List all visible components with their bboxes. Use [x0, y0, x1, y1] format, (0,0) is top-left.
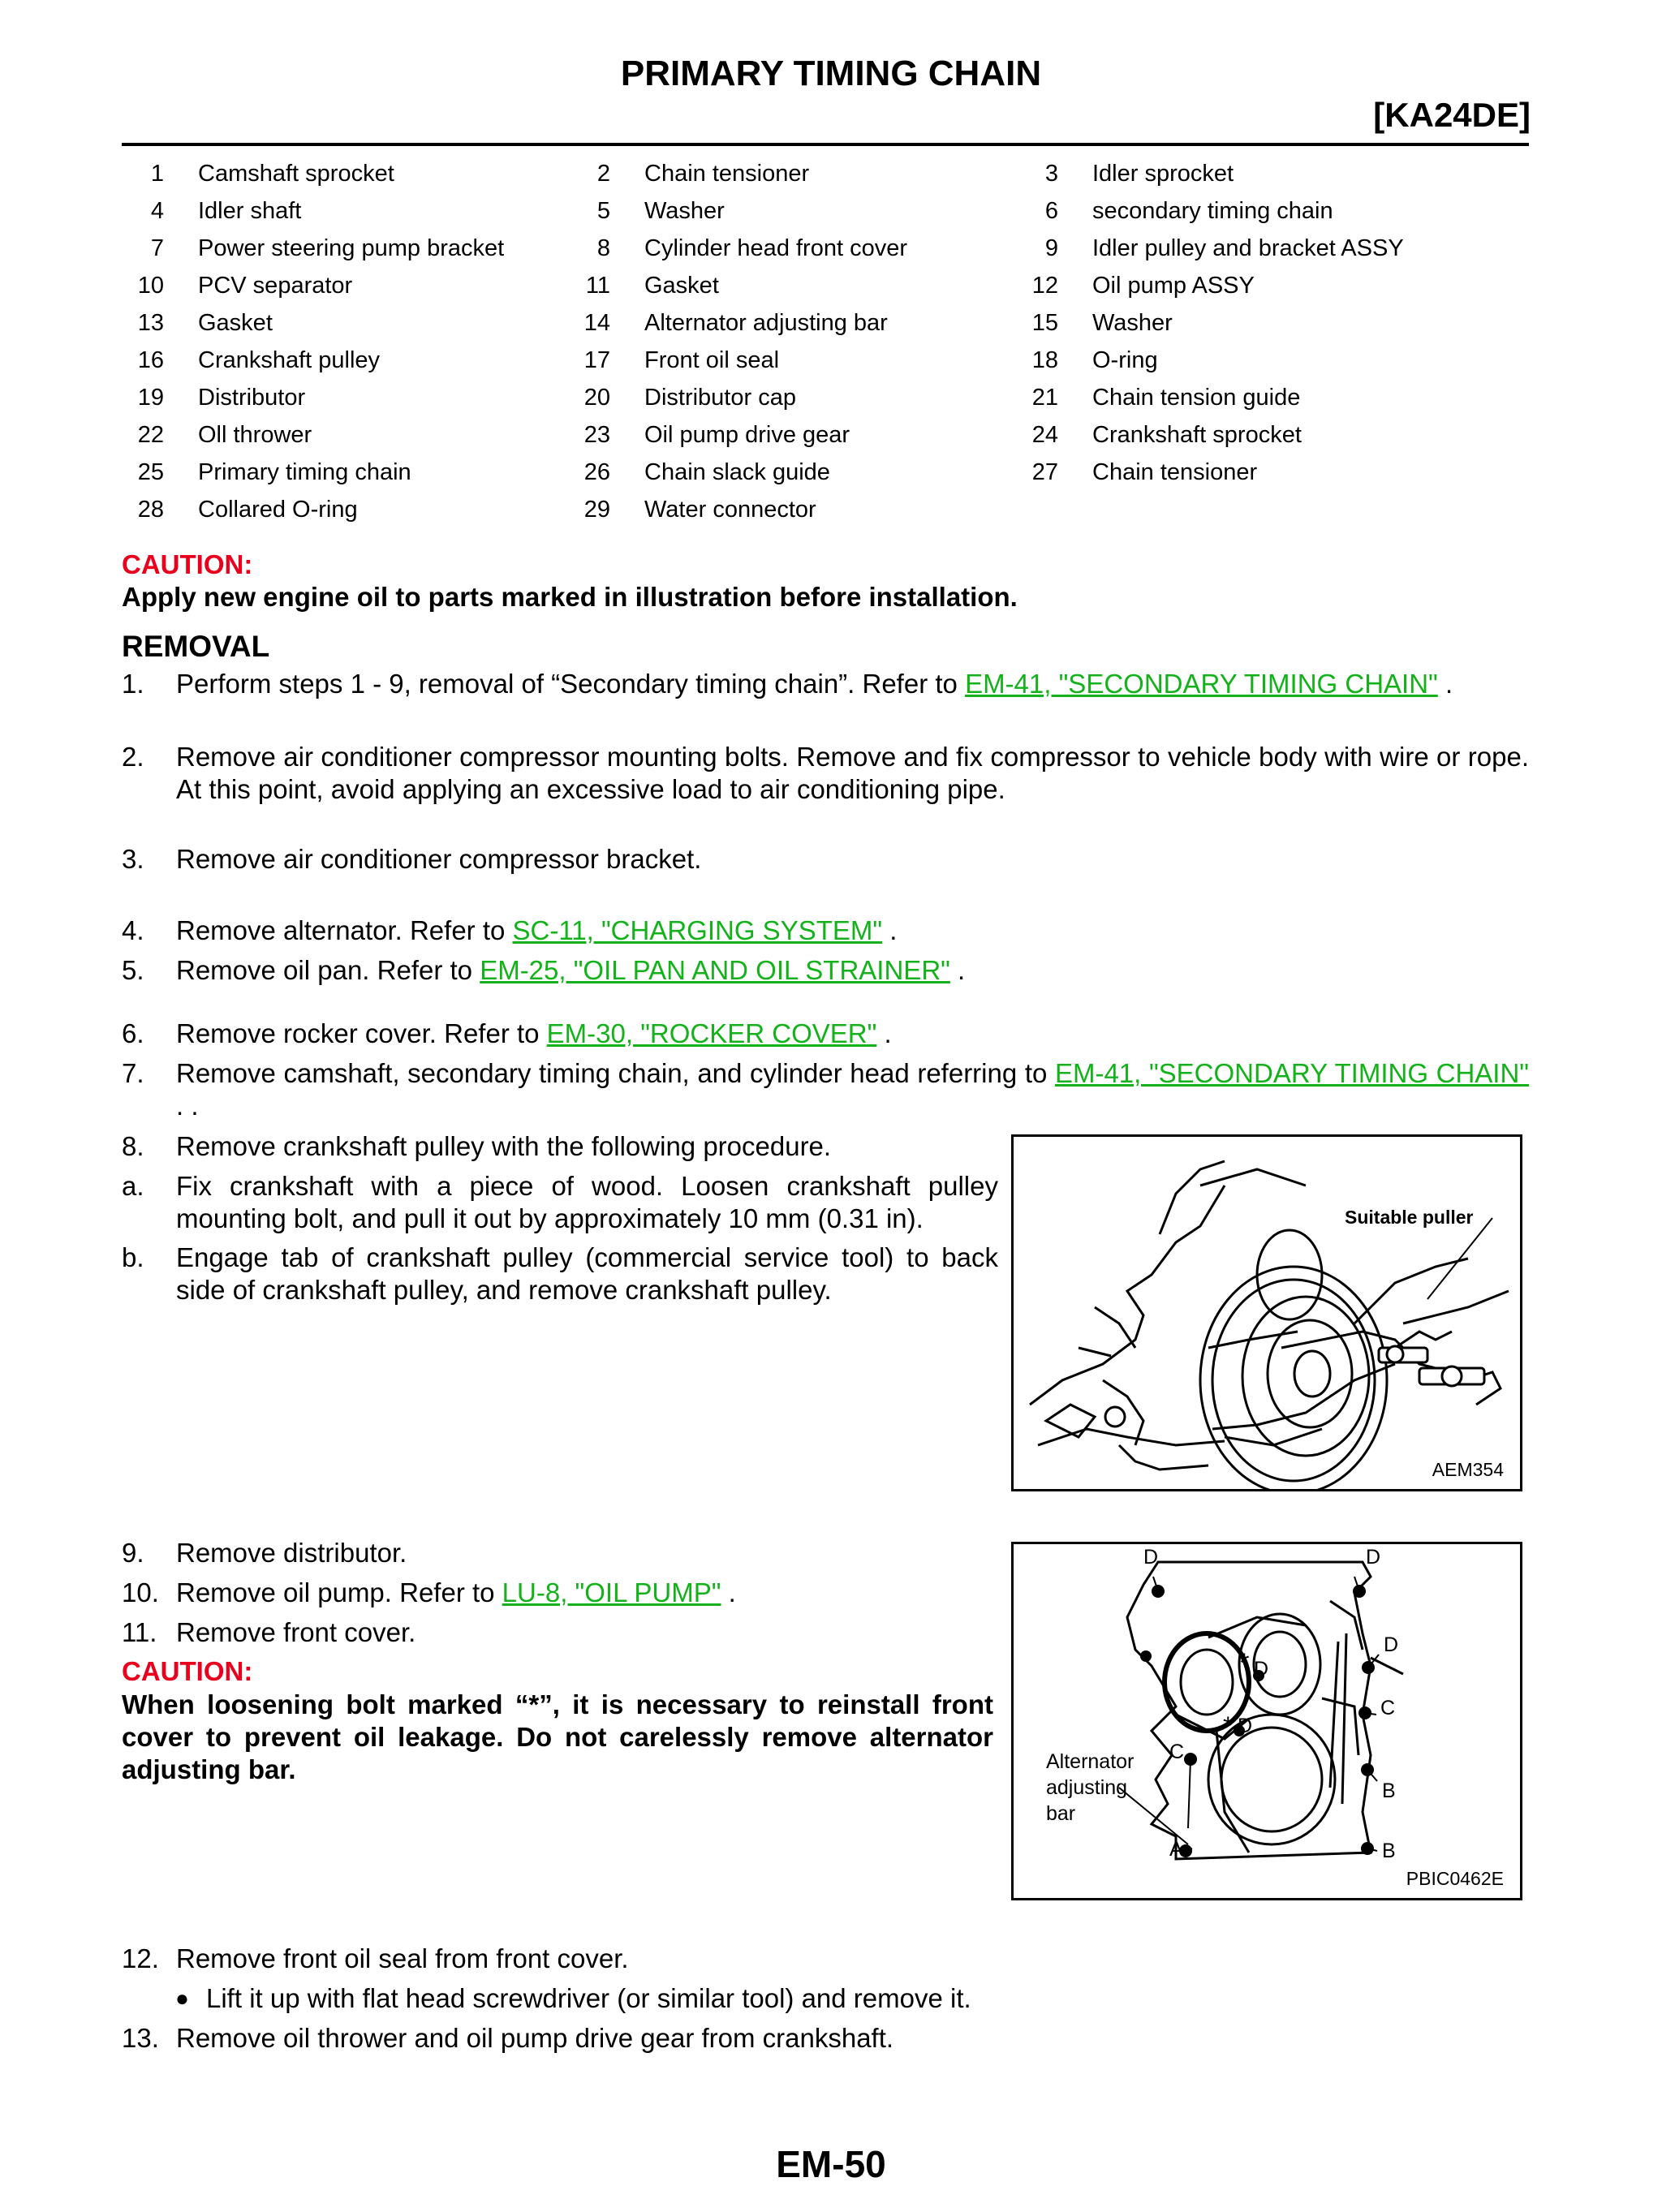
- mark-d: D: [1366, 1546, 1381, 1569]
- part-name: Collared O-ring: [198, 497, 358, 523]
- part-name: Washer: [1092, 310, 1173, 336]
- step-text: Remove alternator. Refer to: [176, 915, 513, 945]
- part-name: Oil pump ASSY: [1092, 273, 1255, 299]
- label-line: bar: [1046, 1802, 1076, 1825]
- step-text-end: .: [949, 955, 966, 985]
- step-number: 5.: [122, 955, 144, 985]
- step-number: 7.: [122, 1058, 144, 1088]
- part-number: 29: [583, 497, 610, 523]
- part-name: Oll thrower: [198, 422, 312, 448]
- part-number: 16: [137, 347, 164, 373]
- part-name: Chain tensioner: [1092, 459, 1258, 485]
- part-number: 7: [150, 235, 164, 261]
- figure-code: PBIC0462E: [1406, 1868, 1504, 1889]
- ref-link-sc11[interactable]: SC-11, "CHARGING SYSTEM": [512, 915, 883, 945]
- part-number: 6: [1044, 198, 1058, 224]
- step-text: Engage tab of crankshaft pulley (commercial service tool) to back side of crankshaft pulley, and remove crankshaft pulley.: [176, 1242, 998, 1305]
- mark-c: C: [1380, 1697, 1396, 1719]
- parts-row: [122, 310, 1529, 347]
- parts-row: [122, 497, 1529, 534]
- mark-d: D: [1384, 1633, 1399, 1656]
- ref-link-lu8[interactable]: LU-8, "OIL PUMP": [502, 1577, 721, 1607]
- step-text-end: .: [721, 1577, 736, 1607]
- caution-label: CAUTION:: [122, 549, 253, 579]
- parts-list: [122, 161, 1529, 534]
- part-number: 18: [1031, 347, 1058, 373]
- part-number: 19: [137, 385, 164, 411]
- part-name: Primary timing chain: [198, 459, 411, 485]
- step-text-end: . .: [176, 1091, 199, 1121]
- figure-crankshaft-puller: [1011, 1134, 1522, 1491]
- step-text: Remove crankshaft pulley with the following procedure.: [176, 1131, 832, 1161]
- parts-row: [122, 459, 1529, 497]
- part-number: 15: [1031, 310, 1058, 336]
- caution-label-2: CAUTION:: [122, 1656, 253, 1686]
- header-rule: [122, 143, 1529, 146]
- caution-text: Apply new engine oil to parts marked in illustration before installation.: [122, 582, 1018, 612]
- part-name: O-ring: [1092, 347, 1158, 373]
- bullet-text: Lift it up with flat head screwdriver (or similar tool) and remove it.: [206, 1983, 971, 2013]
- step-text: Remove front oil seal from front cover.: [176, 1943, 629, 1973]
- mark-d: D: [1238, 1715, 1253, 1737]
- mark-c: C: [1169, 1741, 1185, 1763]
- step-text: Remove air conditioner compressor bracket.: [176, 844, 702, 874]
- page-title: PRIMARY TIMING CHAIN: [620, 54, 1042, 93]
- part-number: 25: [137, 459, 164, 485]
- step-text: Remove rocker cover. Refer to: [176, 1018, 547, 1048]
- step-text-end: .: [876, 1018, 892, 1048]
- alternator-bar-label: [1046, 1749, 1134, 1827]
- part-name: Chain tensioner: [644, 161, 810, 187]
- part-number: 17: [583, 347, 610, 373]
- part-number: 3: [1044, 161, 1058, 187]
- step-text: Remove distributor.: [176, 1538, 407, 1568]
- part-name: Front oil seal: [644, 347, 780, 373]
- page-number: EM-50: [776, 2143, 886, 2185]
- part-number: 2: [596, 161, 610, 187]
- part-name: Idler shaft: [198, 198, 302, 224]
- step-number: 2.: [122, 742, 144, 772]
- step-text: Remove oil pump. Refer to: [176, 1577, 502, 1607]
- part-name: Oil pump drive gear: [644, 422, 850, 448]
- parts-row: [122, 198, 1529, 235]
- part-name: Gasket: [644, 273, 719, 299]
- mark-d: D: [1143, 1546, 1159, 1569]
- crankshaft-puller-illustration: [1014, 1137, 1520, 1489]
- step-text: Perform steps 1 - 9, removal of “Secondary timing chain”. Refer to: [176, 669, 966, 699]
- part-number: 26: [583, 459, 610, 485]
- part-number: 24: [1031, 422, 1058, 448]
- part-number: 22: [137, 422, 164, 448]
- mark-star: *: [1223, 1711, 1234, 1741]
- step-number: 12.: [122, 1943, 159, 1973]
- step-text-end: .: [1437, 669, 1453, 699]
- figure-front-cover: [1011, 1542, 1522, 1900]
- parts-row: [122, 161, 1529, 198]
- part-number: 21: [1031, 385, 1058, 411]
- part-name: Cylinder head front cover: [644, 235, 907, 261]
- ref-link-em30[interactable]: EM-30, "ROCKER COVER": [546, 1018, 877, 1048]
- callout-label: Suitable puller: [1345, 1207, 1474, 1228]
- step-text: Remove oil pan. Refer to: [176, 955, 480, 985]
- part-number: 1: [150, 161, 164, 187]
- part-number: 23: [583, 422, 610, 448]
- part-name: Crankshaft sprocket: [1092, 422, 1302, 448]
- mark-b: B: [1382, 1840, 1396, 1862]
- part-number: 9: [1044, 235, 1058, 261]
- parts-row: [122, 422, 1529, 459]
- step-number: 13.: [122, 2023, 159, 2053]
- step-number: a.: [122, 1171, 144, 1201]
- ref-link-em25[interactable]: EM-25, "OIL PAN AND OIL STRAINER": [480, 955, 950, 985]
- part-number: 5: [596, 198, 610, 224]
- step-text: Remove oil thrower and oil pump drive gear from crankshaft.: [176, 2023, 894, 2053]
- part-name: Gasket: [198, 310, 273, 336]
- part-number: 8: [596, 235, 610, 261]
- part-name: Power steering pump bracket: [198, 235, 505, 261]
- part-name: Washer: [644, 198, 725, 224]
- part-name: Distributor: [198, 385, 306, 411]
- step-text: Remove front cover.: [176, 1617, 416, 1647]
- part-name: Idler pulley and bracket ASSY: [1092, 235, 1404, 261]
- step-number: 6.: [122, 1018, 144, 1048]
- mark-a: A: [1169, 1838, 1183, 1861]
- engine-code: [KA24DE]: [1373, 96, 1531, 134]
- part-number: 12: [1031, 273, 1058, 299]
- step-number: 8.: [122, 1131, 144, 1161]
- step-text: Remove air conditioner compressor mounting bolts. Remove and fix compressor to vehicle body with wire or rope. At this point, avoid applying an excessive load to air conditioning pipe.: [176, 742, 1529, 804]
- part-number: 14: [583, 310, 610, 336]
- label-line: adjusting: [1046, 1776, 1128, 1799]
- mark-d: D: [1254, 1658, 1269, 1681]
- part-name: Chain slack guide: [644, 459, 830, 485]
- step-text: Remove camshaft, secondary timing chain, and cylinder head referring to: [176, 1058, 1055, 1088]
- part-name: PCV separator: [198, 273, 353, 299]
- parts-row: [122, 347, 1529, 385]
- part-number: 20: [583, 385, 610, 411]
- caution-text-2: When loosening bolt marked “*”, it is necessary to reinstall front cover to prevent oil leakage. Do not carelessly remove alternator adjusting bar.: [122, 1689, 993, 1784]
- part-name: Distributor cap: [644, 385, 796, 411]
- step-number: 11.: [122, 1617, 157, 1647]
- part-name: Crankshaft pulley: [198, 347, 381, 373]
- mark-star: *: [1239, 1648, 1250, 1677]
- part-name: Camshaft sprocket: [198, 161, 394, 187]
- part-number: 27: [1031, 459, 1058, 485]
- part-number: 28: [137, 497, 164, 523]
- part-number: 10: [137, 273, 164, 299]
- ref-link-em41[interactable]: EM-41, "SECONDARY TIMING CHAIN": [965, 669, 1438, 699]
- part-name: Water connector: [644, 497, 816, 523]
- step-number: 10.: [122, 1577, 159, 1607]
- part-number: 13: [137, 310, 164, 336]
- step-number: b.: [122, 1242, 144, 1272]
- part-number: 4: [150, 198, 164, 224]
- part-name: Chain tension guide: [1092, 385, 1301, 411]
- parts-row: [122, 385, 1529, 422]
- parts-row: [122, 235, 1529, 273]
- part-name: Idler sprocket: [1092, 161, 1234, 187]
- parts-row: [122, 273, 1529, 310]
- removal-heading: REMOVAL: [122, 630, 270, 663]
- ref-link-em41-b[interactable]: EM-41, "SECONDARY TIMING CHAIN": [1054, 1058, 1529, 1088]
- part-name: secondary timing chain: [1092, 198, 1333, 224]
- step-text-end: .: [882, 915, 898, 945]
- part-name: Alternator adjusting bar: [644, 310, 888, 336]
- front-cover-illustration: [1014, 1544, 1520, 1898]
- step-number: 3.: [122, 844, 144, 874]
- part-number: 11: [585, 273, 610, 299]
- step-text: Fix crankshaft with a piece of wood. Loosen crankshaft pulley mounting bolt, and pull it out by approximately 10 mm (0.31 in).: [176, 1171, 998, 1233]
- mark-b: B: [1382, 1779, 1396, 1802]
- step-number: 4.: [122, 915, 144, 945]
- step-number: 1.: [122, 669, 144, 699]
- bullet-icon: ●: [175, 1986, 189, 2011]
- figure-code: AEM354: [1432, 1459, 1504, 1480]
- step-number: 9.: [122, 1538, 144, 1568]
- label-line: Alternator: [1046, 1750, 1135, 1773]
